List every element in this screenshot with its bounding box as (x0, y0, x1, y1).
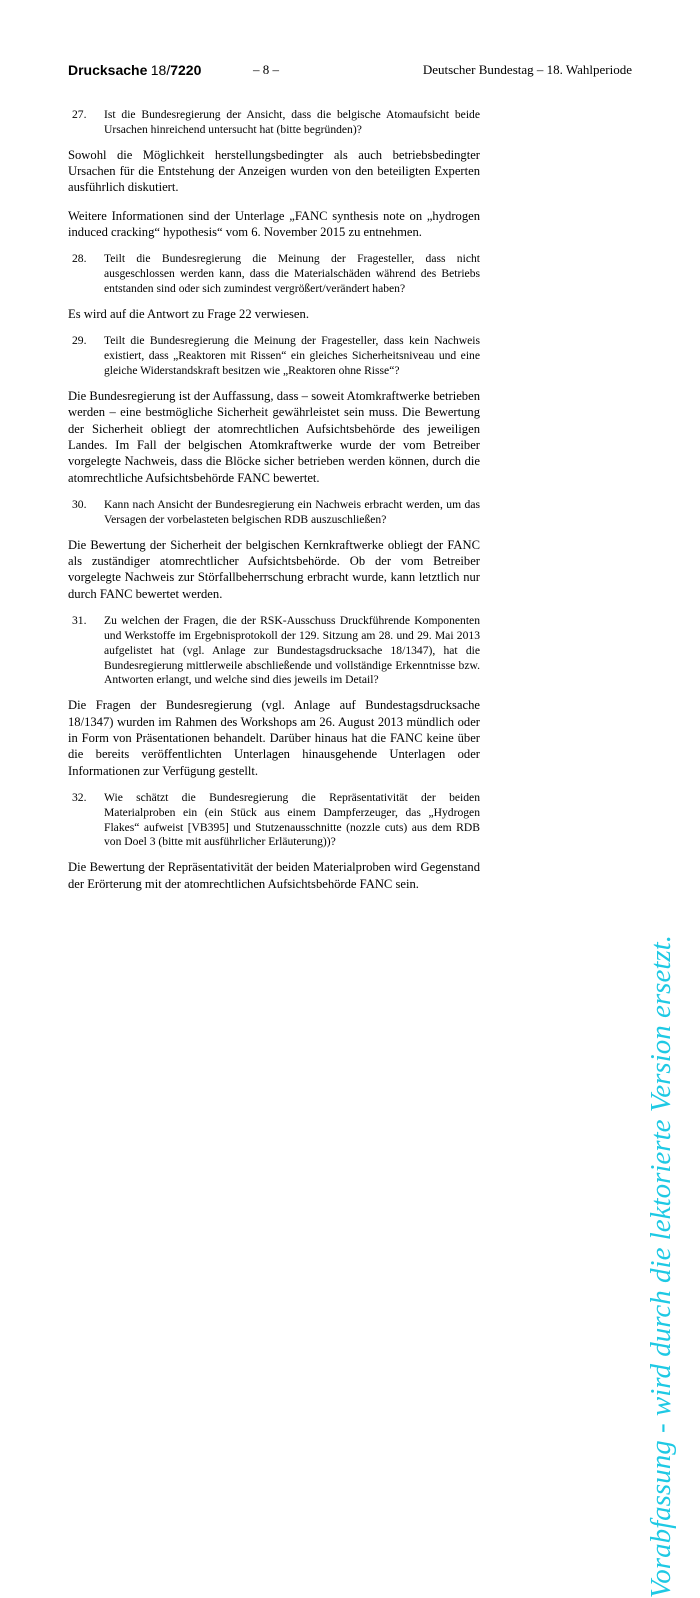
document-body (68, 108, 480, 904)
watermark-text: Vorabfassung - wird durch die lektorierte Version ersetzt. (645, 935, 677, 1598)
header-doc-label: Drucksache (68, 62, 148, 78)
question-block (68, 498, 480, 528)
question-number: 29. (72, 334, 87, 348)
page-header (68, 62, 632, 79)
question-block (68, 252, 480, 296)
question-block (68, 334, 480, 378)
header-doc-number-prefix: 18/ (150, 62, 171, 78)
header-document-reference (68, 62, 201, 79)
answer-paragraph: Die Bundesregierung ist der Auffassung, dass – soweit Atomkraftwerke betrieben werden – eine bestmögliche Sicherheit gewährleistet sein muss. Die Bewertung der Sicherheit obliegt der atomrechtlichen Aufsichtsbehörde des jeweiligen Landes. Im Fall der belgischen Atomkraftwerke wurde der vom Betreiber vorgelegte Nachweis, dass die Blöcke sicher betrieben werden können, durch die atomrechtliche Aufsichtsbehörde FANC bewertet. (68, 388, 480, 485)
header-doc-number: 7220 (170, 62, 202, 78)
question-number: 30. (72, 497, 87, 511)
answer-paragraph: Die Fragen der Bundesregierung (vgl. Anlage auf Bundestagsdrucksache 18/1347) wurden im Rahmen des Workshops am 26. August 2013 mündlich oder in Form von Präsentationen behandelt. Darüber hinaus hat die FANC keine über die bereits veröffentlichten Unterlagen hinausgehende Unterlagen oder Informationen zur Verfügung gestellt. (68, 698, 480, 778)
question-number: 27. (72, 108, 87, 121)
question-number: 31. (72, 614, 87, 628)
answer-paragraph: Weitere Informationen sind der Unterlage „FANC synthesis note on „hydrogen induced cracking“ hypothesis“ vom 6. November 2015 zu entnehmen. (68, 208, 480, 240)
question-text: Wie schätzt die Bundesregierung die Repräsentativität der beiden Materialproben ein (ein Stück aus einem Dampferzeuger, das „Hydrogen Flakes“ aufweist [VB395] und Stutzenausschnitte (nozzle cuts) aus dem RDB von Doel 3 (bitte mit ausführlicher Erläuterung))? (104, 790, 480, 849)
question-text: Teilt die Bundesregierung die Meinung der Fragesteller, dass nicht ausgeschlossen werden kann, dass die Materialschäden während des Betriebs entstanden sind oder sich zumindest vergrößert/verändert haben? (104, 252, 480, 296)
question-text: Kann nach Ansicht der Bundesregierung ein Nachweis erbracht werden, um das Versagen der vorbelasteten belgischen RDB auszuschließen? (104, 497, 480, 526)
question-number: 32. (72, 790, 87, 804)
question-text: Ist die Bundesregierung der Ansicht, dass die belgische Atomaufsicht beide Ursachen hinreichend untersucht hat (bitte begründen)? (104, 108, 480, 136)
answer-paragraph: Sowohl die Möglichkeit herstellungsbedingter als auch betriebsbedingter Ursachen für die Entstehung der Anzeigen wurden von den beteiligten Experten ausführlich diskutiert. (68, 147, 480, 195)
answer-paragraph: Die Bewertung der Sicherheit der belgischen Kernkraftwerke obliegt der FANC als zuständiger atomrechtlicher Aufsichtsbehörde. Ob der vom Betreiber vorgelegte Nachweis zur Störfallbeherrschung erbracht wurde, kann letztlich nur durch FANC bewertet werden. (68, 537, 480, 601)
header-parliament-info: Deutscher Bundestag – 18. Wahlperiode (422, 62, 632, 77)
question-text: Zu welchen der Fragen, die der RSK-Ausschuss Druckführende Komponenten und Werkstoffe im Ergebnisprotokoll der 129. Sitzung am 28. und 29. Mai 2013 aufgelistet hat (vgl. Anlage zur Bundestagsdrucksache 18/1347), hat die Bundesregierung mittlerweile abschließende und vollständige Erkenntnisse bzw. Antworten erlangt, und welche sind dies jeweils im Detail? (104, 614, 480, 687)
question-number: 28. (72, 252, 87, 266)
answer-paragraph: Es wird auf die Antwort zu Frage 22 verwiesen. (68, 306, 309, 321)
question-block (68, 108, 480, 138)
question-block (68, 791, 480, 850)
question-text: Teilt die Bundesregierung die Meinung der Fragesteller, dass kein Nachweis existiert, dass „Reaktoren mit Rissen“ ein gleiches Sicherheitsniveau und eine gleiche Widerstandskraft besitzen wie „Reaktoren ohne Risse“? (104, 334, 480, 377)
answer-paragraph: Die Bewertung der Repräsentativität der beiden Materialproben wird Gegenstand der Erörterung mit der atomrechtlichen Aufsichtsbehörde FANC sein. (68, 860, 480, 891)
question-block (68, 614, 480, 688)
header-page-marker: – 8 – (253, 62, 279, 77)
watermark-container (626, 0, 686, 1598)
